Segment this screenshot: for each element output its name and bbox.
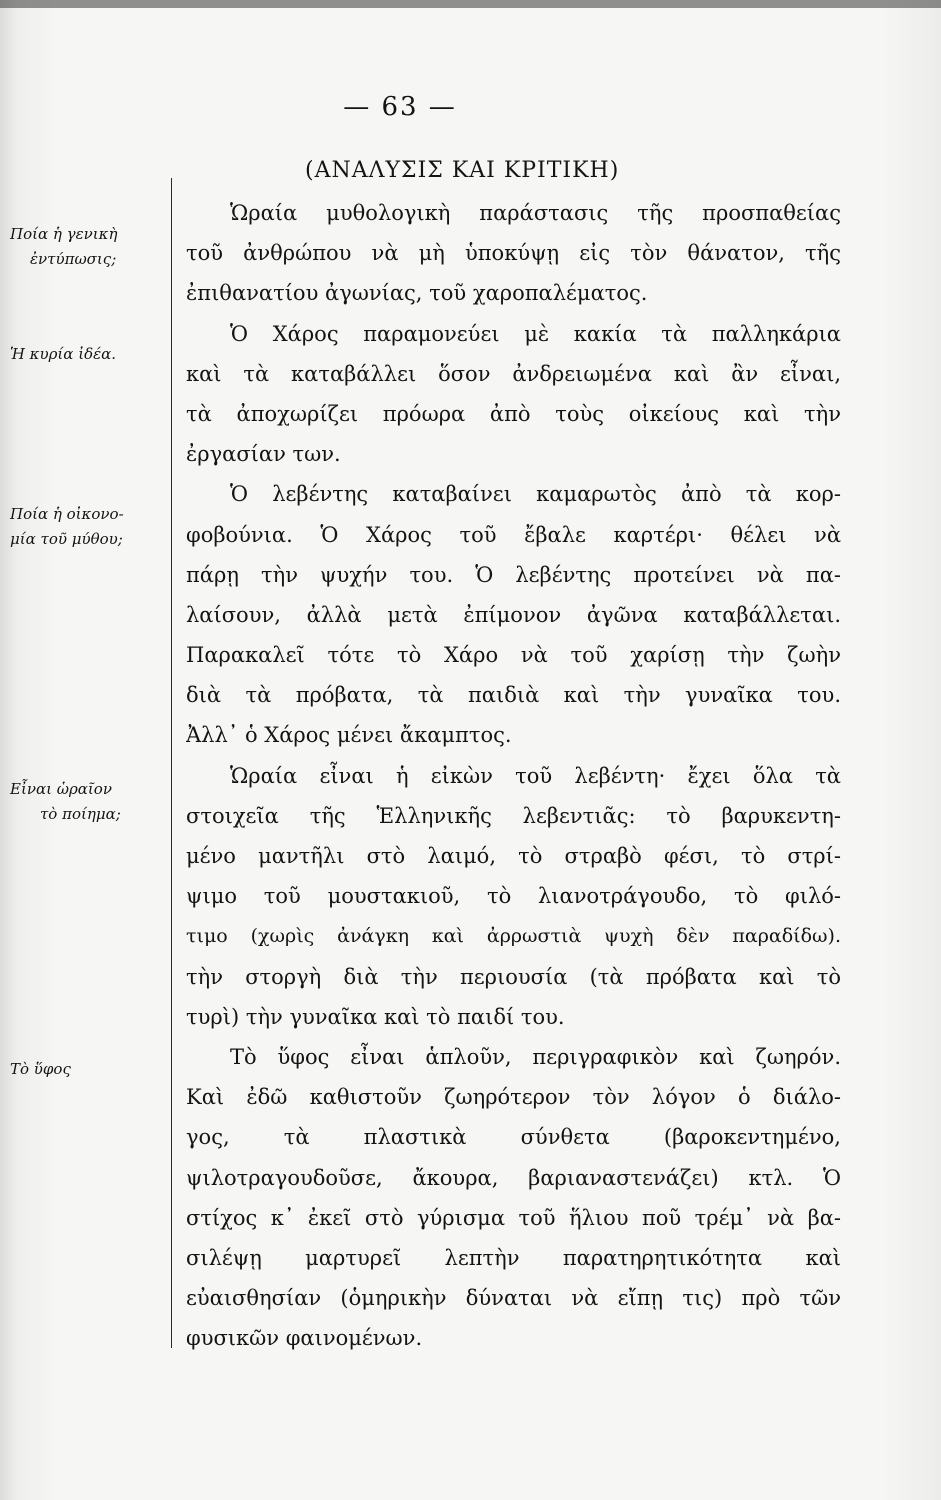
- margin-note-general-impression: [10, 222, 160, 272]
- body-line: Ὡραία εἶναι ἡ εἰκὼν τοῦ λεβέντη· ἔχει ὅλα τὰ: [230, 763, 841, 788]
- body-line: Παρακαλεῖ τότε τὸ Χάρο νὰ τοῦ χαρίσῃ τὴν ζωὴν: [186, 643, 841, 668]
- margin-note-line: Ἡ κυρία ἰδέα.: [10, 345, 117, 363]
- body-line: πάρῃ τὴν ψυχήν του. Ὁ λεβέντης προτείνει νὰ πα-: [186, 562, 841, 587]
- body-line: στίχος κ᾽ ἐκεῖ στὸ γύρισμα τοῦ ἥλιου ποῦ τρέμ᾽ νὰ βα-: [186, 1205, 841, 1230]
- body-line: Ὁ Χάρος παραμονεύει μὲ κακία τὰ παλληκάρια: [230, 321, 841, 346]
- body-line: Ἀλλ᾽ ὁ Χάρος μένει ἄκαμπτος.: [186, 723, 512, 748]
- body-line: φυσικῶν φαινομένων.: [186, 1326, 423, 1351]
- margin-note-main-idea: [10, 342, 160, 367]
- body-line: τὴν στοργὴ διὰ τὴν περιουσία (τὰ πρόβατα καὶ τὸ: [186, 964, 841, 989]
- body-line: Ὁ λεβέντης καταβαίνει καμαρωτὸς ἀπὸ τὰ κορ-: [230, 482, 841, 507]
- body-text: [186, 193, 841, 1358]
- body-line: στοιχεῖα τῆς Ἑλληνικῆς λεβεντιᾶς: τὸ βαρυκεντη-: [186, 803, 841, 828]
- body-line: Ὡραία μυθολογικὴ παράστασις τῆς προσπαθείας: [230, 201, 841, 225]
- body-line: σιλέψῃ μαρτυρεῖ λεπτὴν παρατηρητικότητα καὶ: [186, 1245, 841, 1270]
- body-line: φοβούνια. Ὁ Χάρος τοῦ ἔβαλε καρτέρι· θέλει νὰ: [186, 522, 841, 547]
- body-line: τιμο (χωρὶς ἀνάγκη καὶ ἀρρωστιὰ ψυχὴ δὲν παραδίδω).: [186, 925, 841, 948]
- margin-note-style: [10, 1057, 160, 1082]
- margin-note-line: ἐντύπωσις;: [30, 250, 117, 268]
- body-line: λαίσουν, ἀλλὰ μετὰ ἐπίμονον ἀγῶνα καταβάλλεται.: [186, 602, 841, 627]
- margin-note-line: τὸ ποίημα;: [40, 805, 121, 823]
- margin-rule: [171, 178, 172, 1348]
- margin-note-line: Εἶναι ὡραῖον: [10, 780, 112, 798]
- margin-note-plot-structure: [10, 502, 160, 552]
- margin-note-line: Ποία ἡ γενικὴ: [10, 225, 118, 243]
- page-number: — 63 —: [343, 92, 457, 122]
- body-line: καὶ τὰ καταβάλλει ὅσον ἀνδρειωμένα καὶ ἂν εἶναι,: [186, 361, 841, 386]
- page-top-edge: [0, 0, 941, 8]
- body-line: μένο μαντῆλι στὸ λαιμό, τὸ στραβὸ φέσι, τὸ στρί-: [186, 844, 841, 868]
- body-line: τοῦ ἀνθρώπου νὰ μὴ ὑποκύψῃ εἰς τὸν θάνατον, τῆς: [186, 241, 841, 266]
- body-line: ψιλοτραγουδοῦσε, ἄκουρα, βαριαναστενάζει) κτλ. Ὁ: [186, 1165, 841, 1190]
- body-line: Τὸ ὕφος εἶναι ἁπλοῦν, περιγραφικὸν καὶ ζωηρόν.: [230, 1044, 841, 1069]
- body-line: γος, τὰ πλαστικὰ σύνθετα (βαροκεντημένο,: [186, 1125, 841, 1150]
- body-line: διὰ τὰ πρόβατα, τὰ παιδιὰ καὶ τὴν γυναῖκα του.: [186, 683, 841, 708]
- body-line: Καὶ ἐδῶ καθιστοῦν ζωηρότερον τὸν λόγον ὁ διάλο-: [186, 1085, 841, 1110]
- body-line: τυρὶ) τὴν γυναῖκα καὶ τὸ παιδί του.: [186, 1004, 565, 1029]
- body-line: εὐαισθησίαν (ὁμηρικὴν δύναται νὰ εἴπῃ τις) πρὸ τῶν: [186, 1286, 841, 1311]
- body-line: ἐργασίαν των.: [186, 442, 341, 467]
- margin-note-is-poem-beautiful: [10, 777, 160, 827]
- body-line: τὰ ἀποχωρίζει πρόωρα ἀπὸ τοὺς οἰκείους καὶ τὴν: [186, 401, 841, 426]
- margin-note-line: μία τοῦ μύθου;: [10, 530, 123, 548]
- body-line: ἐπιθανατίου ἀγωνίας, τοῦ χαροπαλέματος.: [186, 281, 648, 306]
- section-heading: (ΑΝΑΛΥΣΙΣ ΚΑΙ ΚΡΙΤΙΚΗ): [305, 158, 620, 183]
- body-line: ψιμο τοῦ μουστακιοῦ, τὸ λιανοτράγουδο, τὸ φιλό-: [186, 884, 841, 909]
- margin-note-line: Ποία ἡ οἰκονο-: [10, 505, 124, 523]
- margin-note-line: Τὸ ὕφος: [10, 1060, 71, 1078]
